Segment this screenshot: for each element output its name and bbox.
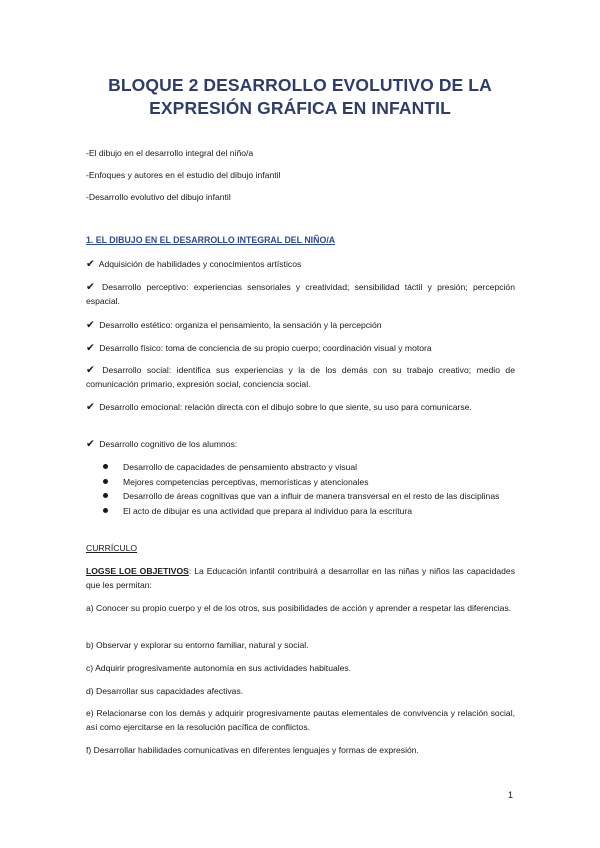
title-line-1: BLOQUE 2 DESARROLLO EVOLUTIVO DE LA (108, 75, 492, 95)
check-item-text: Adquisición de habilidades y conocimientos artísticos (98, 259, 302, 269)
check-item (86, 257, 515, 271)
logse-paragraph (86, 564, 515, 592)
list-item (101, 475, 515, 490)
topic-item: -El dibujo en el desarrollo integral del niño/a (86, 148, 254, 158)
check-item (86, 363, 515, 391)
objective-item: c) Adquirir progresivamente autonomía en sus actividades habituales. (86, 663, 352, 673)
list-item-text: Desarrollo de capacidades de pensamiento abstracto y visual (123, 462, 358, 472)
objective-item: e) Relacionarse con los demás y adquirir progresivamente pautas elementales de convivencia y relación social, así como ejercitarse en la resolución pacífica de conflictos. (86, 708, 515, 732)
objective-item: b) Observar y explorar su entorno familiar, natural y social. (86, 640, 309, 650)
topic-item: -Enfoques y autores en el estudio del dibujo infantil (86, 170, 281, 180)
check-icon: ✔ (86, 364, 95, 376)
logse-label: LOGSE LOE OBJETIVOS (86, 566, 189, 576)
page-number: 1 (508, 790, 514, 800)
list-item-text: Desarrollo de áreas cognitivas que van a influir de manera transversal en el resto de las disciplinas (123, 491, 500, 502)
objective-item: f) Desarrollar habilidades comunicativas en diferentes lenguajes y formas de expresión. (86, 745, 419, 755)
check-icon: ✔ (86, 258, 95, 270)
check-icon: ✔ (86, 438, 95, 450)
check-icon: ✔ (86, 342, 95, 354)
check-item (86, 437, 515, 451)
bullet-icon (103, 464, 108, 469)
title-line-2: EXPRESIÓN GRÁFICA EN INFANTIL (149, 98, 451, 118)
objective-item: d) Desarrollar sus capacidades afectivas. (86, 686, 244, 696)
check-item-text: Desarrollo emocional: relación directa con el dibujo sobre lo que siente, su uso para comunicarse. (99, 402, 472, 412)
logse-text: La Educación infantil contribuirá a desarrollar en las niñas y niños las capacidades que les permitan: (86, 566, 516, 590)
check-icon: ✔ (86, 401, 95, 413)
bullet-icon (103, 493, 108, 498)
section-heading: 1. EL DIBUJO EN EL DESARROLLO INTEGRAL DEL NIÑO/A (86, 235, 336, 245)
list-item (101, 460, 515, 475)
check-item (86, 318, 515, 332)
curriculo-heading: CURRÍCULO (86, 543, 138, 553)
check-item (86, 400, 515, 414)
document-title (60, 74, 540, 120)
check-item-text: Desarrollo cognitivo de los alumnos: (99, 439, 238, 449)
check-item-text: Desarrollo social: identifica sus experiencias y la de los demás con su trabajo creativo; medio de comunicación primario, expresión social, conciencia social. (86, 365, 515, 389)
list-item-text: Mejores competencias perceptivas, memorísticas y atencionales (123, 476, 369, 487)
bullet-icon (103, 508, 108, 513)
list-item (101, 504, 515, 519)
bullet-icon (103, 479, 108, 484)
topic-item: -Desarrollo evolutivo del dibujo infantil (86, 192, 231, 202)
check-icon: ✔ (86, 281, 95, 293)
check-item-text: Desarrollo físico: toma de conciencia de su propio cuerpo; coordinación visual y motora (99, 343, 432, 353)
logse-colon: : (188, 566, 192, 576)
check-item (86, 341, 515, 355)
check-item-text: Desarrollo estético: organiza el pensamiento, la sensación y la percepción (99, 320, 382, 330)
list-item-text: El acto de dibujar es una actividad que prepara al individuo para la escritura (123, 505, 413, 516)
check-item (86, 280, 515, 308)
check-icon: ✔ (86, 319, 95, 331)
list-item (101, 489, 515, 504)
check-item-text: Desarrollo perceptivo: experiencias sensoriales y creatividad; sensibilidad táctil y presión; percepción espacial. (86, 282, 515, 306)
objective-item: a) Conocer su propio cuerpo y el de los otros, sus posibilidades de acción y aprender a respetar las diferencias. (86, 603, 512, 613)
bullet-list (101, 460, 515, 518)
